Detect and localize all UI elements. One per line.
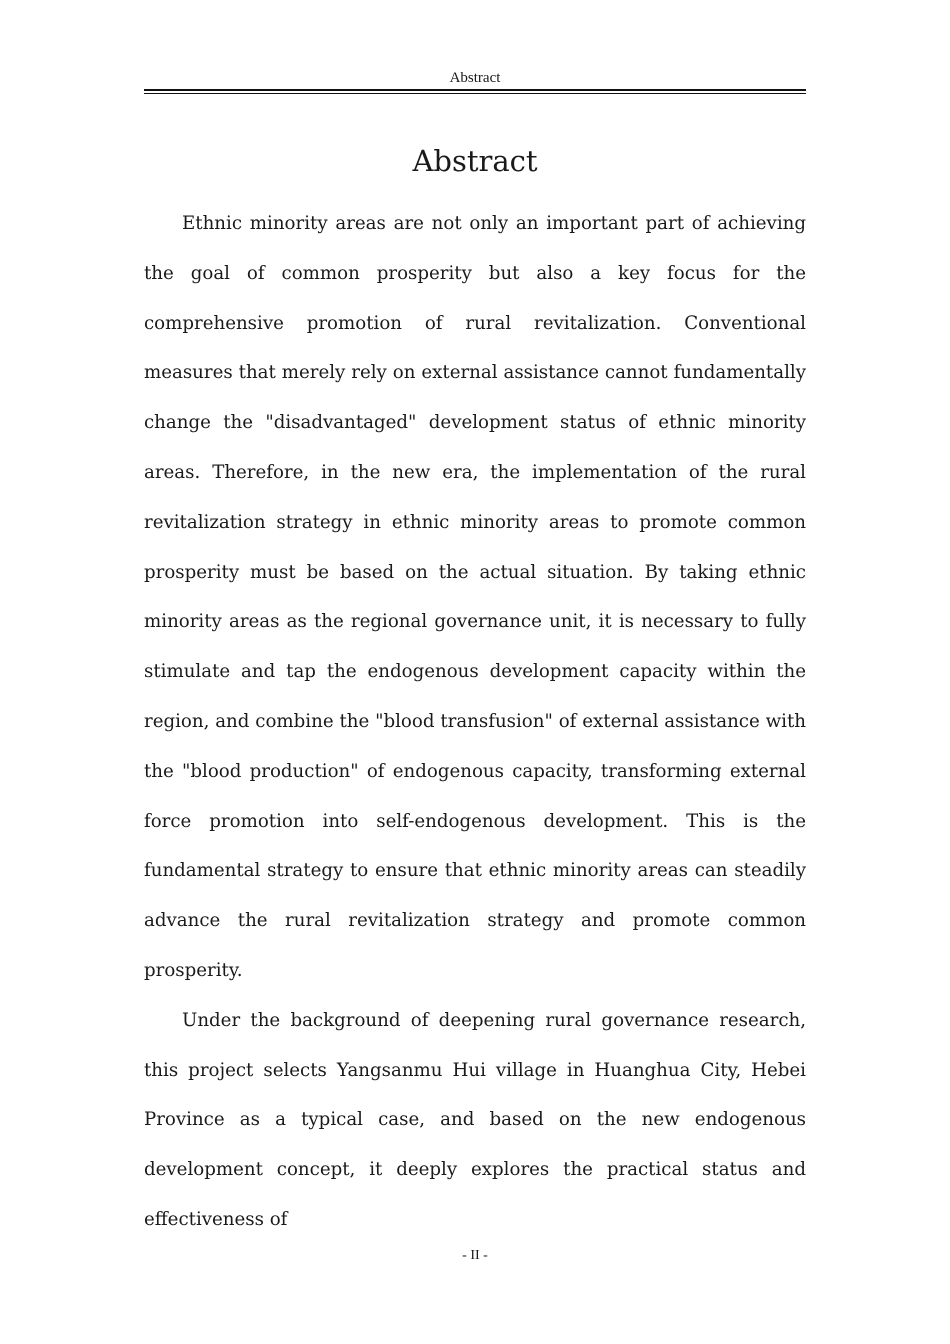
header-rule-thin bbox=[144, 93, 806, 94]
abstract-body bbox=[144, 199, 806, 1245]
header-rule-thick bbox=[144, 89, 806, 91]
paragraph-2: Under the background of deepening rural governance research, this project selects Yangsanmu Hui village in Huanghua City, Hebei Province as a typical case, and based on the new endogenous development concept, it deeply explores the practical status and effectiveness of bbox=[144, 1009, 806, 1230]
page-number: - II - bbox=[462, 1248, 488, 1263]
page-title: Abstract bbox=[412, 144, 538, 178]
running-header: Abstract bbox=[449, 70, 501, 86]
paragraph-1: Ethnic minority areas are not only an important part of achieving the goal of common prosperity but also a key focus for the comprehensive promotion of rural revitalization. Conventional measures that merely rely on external assistance cannot fundamentally change the "disadvantaged" development status of ethnic minority areas. Therefore, in the new era, the implementation of the rural revitalization strategy in ethnic minority areas to promote common prosperity must be based on the actual situation. By taking ethnic minority areas as the regional governance unit, it is necessary to fully stimulate and tap the endogenous development capacity within the region, and combine the "blood transfusion" of external assistance with the "blood production" of endogenous capacity, transforming external force promotion into self-endogenous development. This is the fundamental strategy to ensure that ethnic minority areas can steadily advance the rural revitalization strategy and promote common prosperity. bbox=[144, 213, 806, 981]
